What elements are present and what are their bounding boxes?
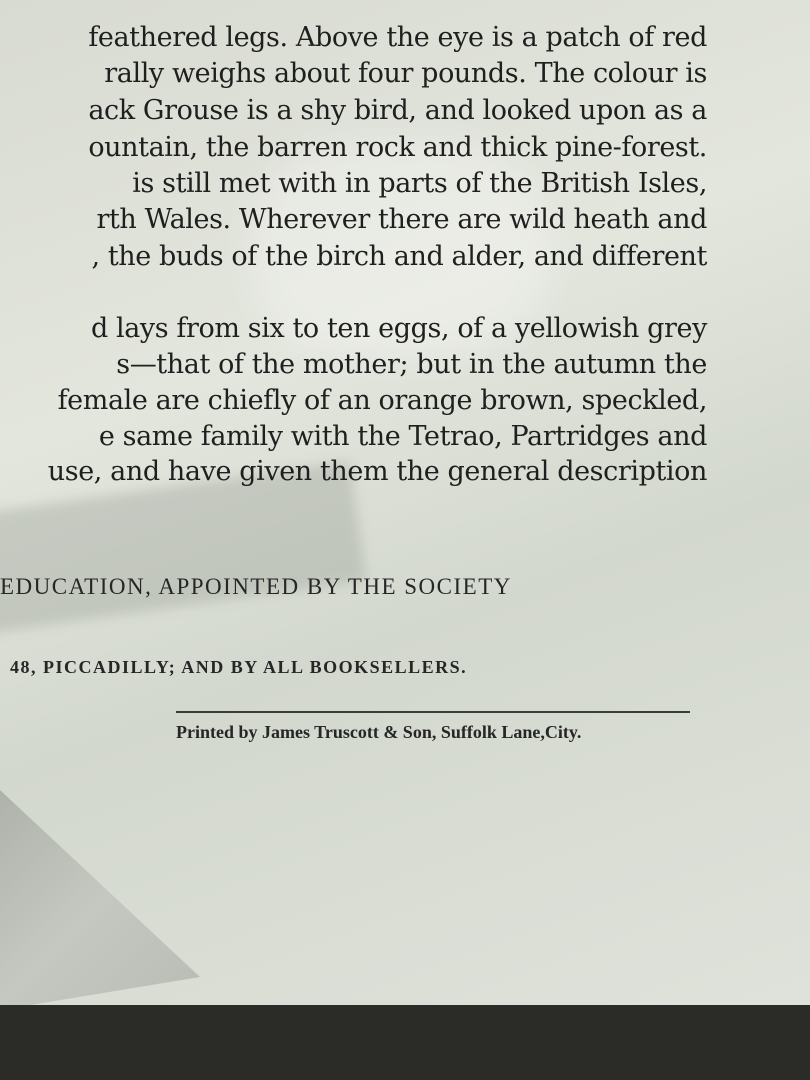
text-line: female are chiefly of an orange brown, speckled, bbox=[57, 385, 707, 416]
text-line: ack Grouse is a shy bird, and looked upon as a bbox=[88, 95, 707, 126]
imprint-line-2: 48, PICCADILLY; AND BY ALL BOOKSELLERS. bbox=[10, 657, 468, 677]
text-line: d lays from six to ten eggs, of a yellowish grey bbox=[90, 313, 707, 344]
text-line: ountain, the barren rock and thick pine-forest. bbox=[88, 132, 707, 163]
text-line: is still met with in parts of the British Isles, bbox=[132, 168, 707, 199]
printer-credit: Printed by James Truscott & Son, Suffolk Lane,City. bbox=[176, 722, 582, 742]
text-line: rally weighs about four pounds. The colour is bbox=[104, 58, 707, 89]
text-line: , the buds of the birch and alder, and different bbox=[91, 241, 707, 272]
divider-rule bbox=[176, 711, 690, 713]
text-line: rth Wales. Wherever there are wild heath and bbox=[96, 204, 707, 235]
text-line: use, and have given them the general description bbox=[47, 456, 707, 487]
table-surface bbox=[0, 1005, 810, 1080]
text-line: e same family with the Tetrao, Partridges and bbox=[98, 421, 707, 452]
folded-corner bbox=[0, 790, 200, 1005]
imprint-line-1: EDUCATION, APPOINTED BY THE SOCIETY bbox=[0, 574, 512, 599]
text-line: feathered legs. Above the eye is a patch of red bbox=[88, 22, 707, 53]
text-line: s—that of the mother; but in the autumn the bbox=[116, 349, 707, 380]
